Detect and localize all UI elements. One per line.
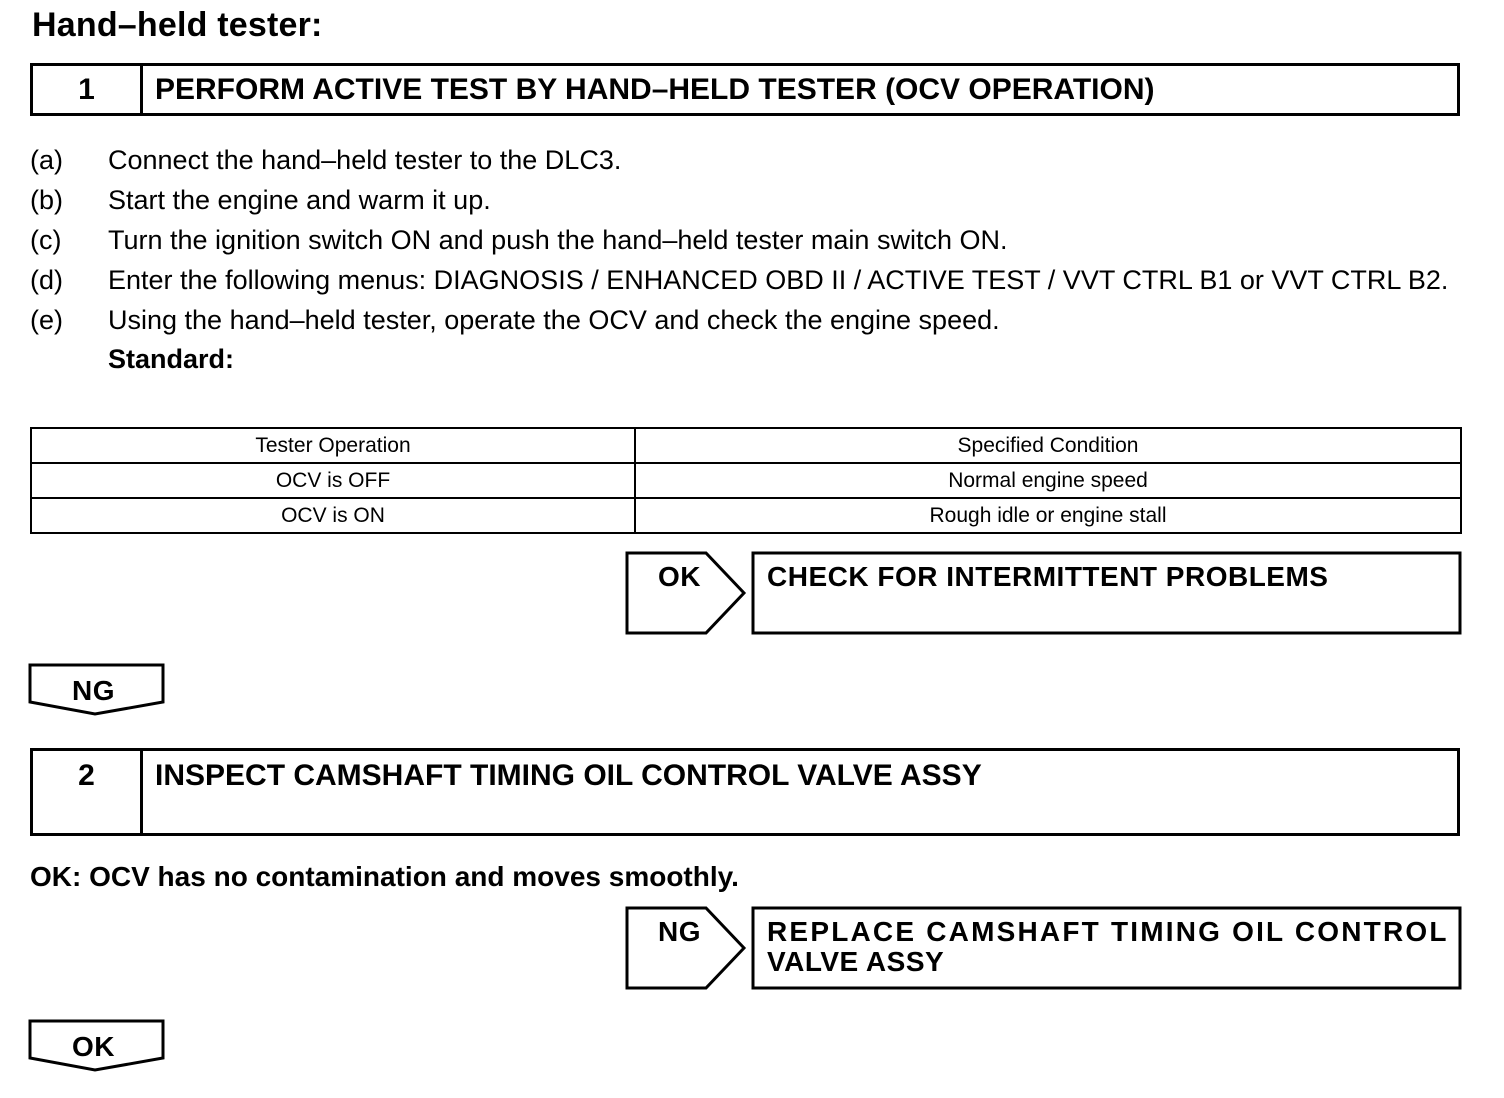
step-2-header: [30, 748, 1460, 836]
page-title: Hand–held tester:: [32, 6, 323, 44]
table-cell: Rough idle or engine stall: [635, 498, 1461, 533]
instruction-text: Turn the ignition switch ON and push the hand–held tester main switch ON.: [108, 225, 1008, 255]
step-1-title: PERFORM ACTIVE TEST BY HAND–HELD TESTER (OCV OPERATION): [155, 73, 1155, 106]
instruction-text: Enter the following menus: DIAGNOSIS / ENHANCED OBD II / ACTIVE TEST / VVT CTRL B1 or VVT CTRL B2.: [108, 265, 1449, 295]
instruction-letter: (c): [30, 225, 62, 255]
instruction-text: Start the engine and warm it up.: [108, 185, 491, 215]
table-header-cell: Tester Operation: [31, 428, 635, 463]
instruction-text: Connect the hand–held tester to the DLC3.: [108, 145, 622, 175]
instruction-letter: (a): [30, 145, 63, 175]
instruction-letter: (b): [30, 185, 63, 215]
step-2-title: INSPECT CAMSHAFT TIMING OIL CONTROL VALVE ASSY: [155, 759, 982, 792]
ng-result-text-line1: REPLACE CAMSHAFT TIMING OIL CONTROL: [767, 916, 1447, 947]
table-cell: OCV is ON: [31, 498, 635, 533]
table-header-cell: Specified Condition: [635, 428, 1461, 463]
table-cell: OCV is OFF: [31, 463, 635, 498]
ng-result-text-line2: VALVE ASSY: [767, 946, 945, 977]
standard-label: Standard:: [108, 344, 235, 374]
step-1-number: 1: [33, 66, 143, 113]
ok-down-label: OK: [72, 1031, 115, 1062]
ok-tag-label: OK: [658, 561, 701, 592]
step-2-number: 2: [33, 751, 143, 833]
instruction-letter: (e): [30, 305, 63, 335]
instruction-text: Using the hand–held tester, operate the OCV and check the engine speed.: [108, 305, 1000, 335]
instruction-letter: (d): [30, 265, 63, 295]
ng-down-label: NG: [72, 675, 115, 706]
ok-result-text: CHECK FOR INTERMITTENT PROBLEMS: [767, 561, 1329, 592]
table-cell: Normal engine speed: [635, 463, 1461, 498]
step-2-ok-note: OK: OCV has no contamination and moves smoothly.: [30, 861, 739, 892]
ng-tag-label: NG: [658, 916, 701, 947]
